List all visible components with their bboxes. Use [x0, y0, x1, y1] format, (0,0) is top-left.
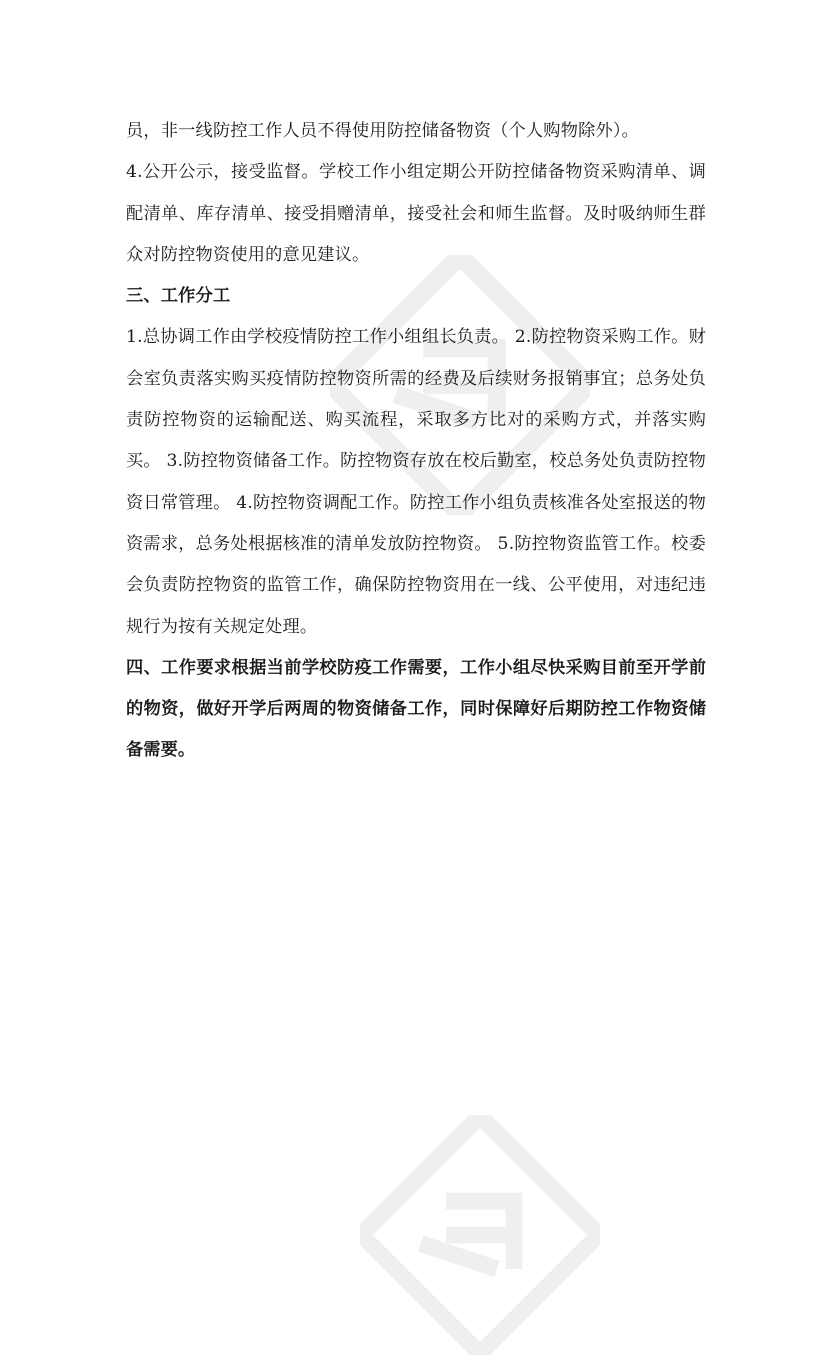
document-body: [126, 111, 706, 772]
paragraph-work-division: 1.总协调工作由学校疫情防控工作小组组长负责。 2.防控物资采购工作。财会室负责落实购买疫情防控物资所需的经费及后续财务报销事宜；总务处负责防控物资的运输配送、购买流程，采取多方比对的采购方式，并落实购买。 3.防控物资储备工作。防控物资存放在校后勤室，校总务处负责防控物资日常管理。 4.防控物资调配工作。防控工作小组负责核准各处室报送的物资需求，总务处根据核准的清单发放防控物资。 5.防控物资监管工作。校委会负责防控物资的监管工作，确保防控物资用在一线、公平使用，对违纪违规行为按有关规定处理。: [126, 327, 706, 637]
section-heading-work-division: 三、工作分工: [126, 286, 231, 307]
paragraph-work-requirements: 四、工作要求根据当前学校防疫工作需要，工作小组尽快采购目前至开学前的物资，做好开学后两周的物资储备工作，同时保障好后期防控工作物资储备需要。: [126, 657, 706, 761]
paragraph-continuation: 员，非一线防控工作人员不得使用防控储备物资（个人购物除外）。: [126, 121, 640, 141]
paragraph-public-disclosure: 4.公开公示，接受监督。学校工作小组定期公开防控储备物资采购清单、调配清单、库存清单、接受捐赠清单，接受社会和师生监督。及时吸纳师生群众对防控物资使用的意见建议。: [126, 162, 706, 265]
watermark-logo-icon: [360, 1115, 600, 1355]
